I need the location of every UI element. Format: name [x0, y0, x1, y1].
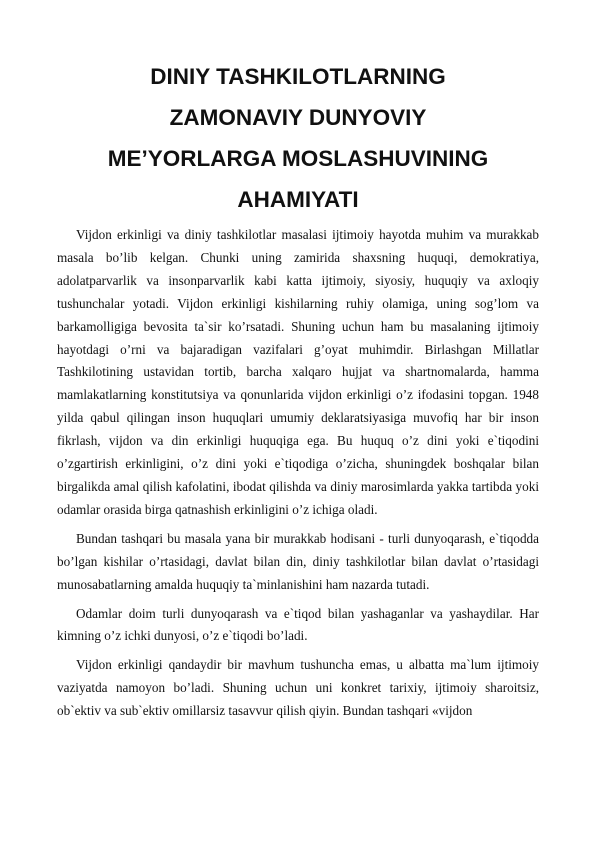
paragraph: Vijdon erkinligi qandaydir bir mavhum tushuncha emas, u albatta ma`lum ijtimoiy vaziyatda namoyon bo’ladi. Shuning uchun uni konkret tarixiy, ijtimoiy sharoitsiz, ob`ektiv va sub`ektiv omillarsiz tasavvur qilish qiyin. Bundan tashqari «vijdon [57, 657, 539, 719]
title-line: AHAMIYATI [237, 187, 359, 212]
title-line: ME’YORLARGA MOSLASHUVINING [107, 146, 489, 171]
paragraph: Odamlar doim turli dunyoqarash va e`tiqod bilan yashaganlar va yashaydilar. Har kimning o’z ichki dunyosi, o’z e`tiqodi bo’ladi. [57, 605, 539, 644]
document-page [57, 0, 539, 729]
title-line: ZAMONAVIY DUNYOVIY [169, 105, 427, 130]
paragraph: Bundan tashqari bu masala yana bir murakkab hodisani - turli dunyoqarash, e`tiqodda bo’lgan kishilar o’rtasidagi, davlat bilan din, diniy tashkilotlar bilan davlat o’rtasidagi munosabatlarning amalda huquqiy ta`minlanishini ham nazarda tutadi. [57, 530, 539, 592]
document-title [57, 56, 539, 220]
document-body [57, 224, 539, 723]
paragraph: Vijdon erkinligi va diniy tashkilotlar masalasi ijtimoiy hayotda muhim va murakkab masala bo’lib kelgan. Chunki uning zamirida shaxsning huquqi, demokratiya, adolatparvarlik va insonparvarlik kabi katta ijtimoiy, siyosiy, huquqiy va axloqiy tushunchalar yotadi. Vijdon erkinligi kishilarning ruhiy olamiga, uning sog’lom va barkamolligiga bevosita ta`sir ko’rsatadi. Shuning uchun ham bu masalaning ijtimoiy hayotdagi o’rni va bajaradigan vazifalari g’oyat muhimdir. Birlashgan Millatlar Tashkilotining ustavidan tortib, barcha xalqaro hujjat va shartnomalarda, hamma mamlakatlarning konstitutsiya va qonunlarida vijdon erkinligi o’z ifodasini topgan. 1948 yilda qabul qilingan inson huquqlari umumiy deklaratsiyasiga muvofiq har bir inson fikrlash, vijdon va din erkinligi huquqiga ega. Bu huquq o’z dini yoki e`tiqodini o’zgartirish erkinligini, o’z dini yoki e`tiqodiga o’zicha, shuningdek boshqalar bilan birgalikda amal qilish kafolatini, ibodat qilishda va diniy marosimlarda yakka tartibda yoki odamlar orasida birga qatnashish erkinligini o’z ichiga oladi. [57, 227, 539, 517]
title-line: DINIY TASHKILOTLARNING [150, 64, 446, 89]
